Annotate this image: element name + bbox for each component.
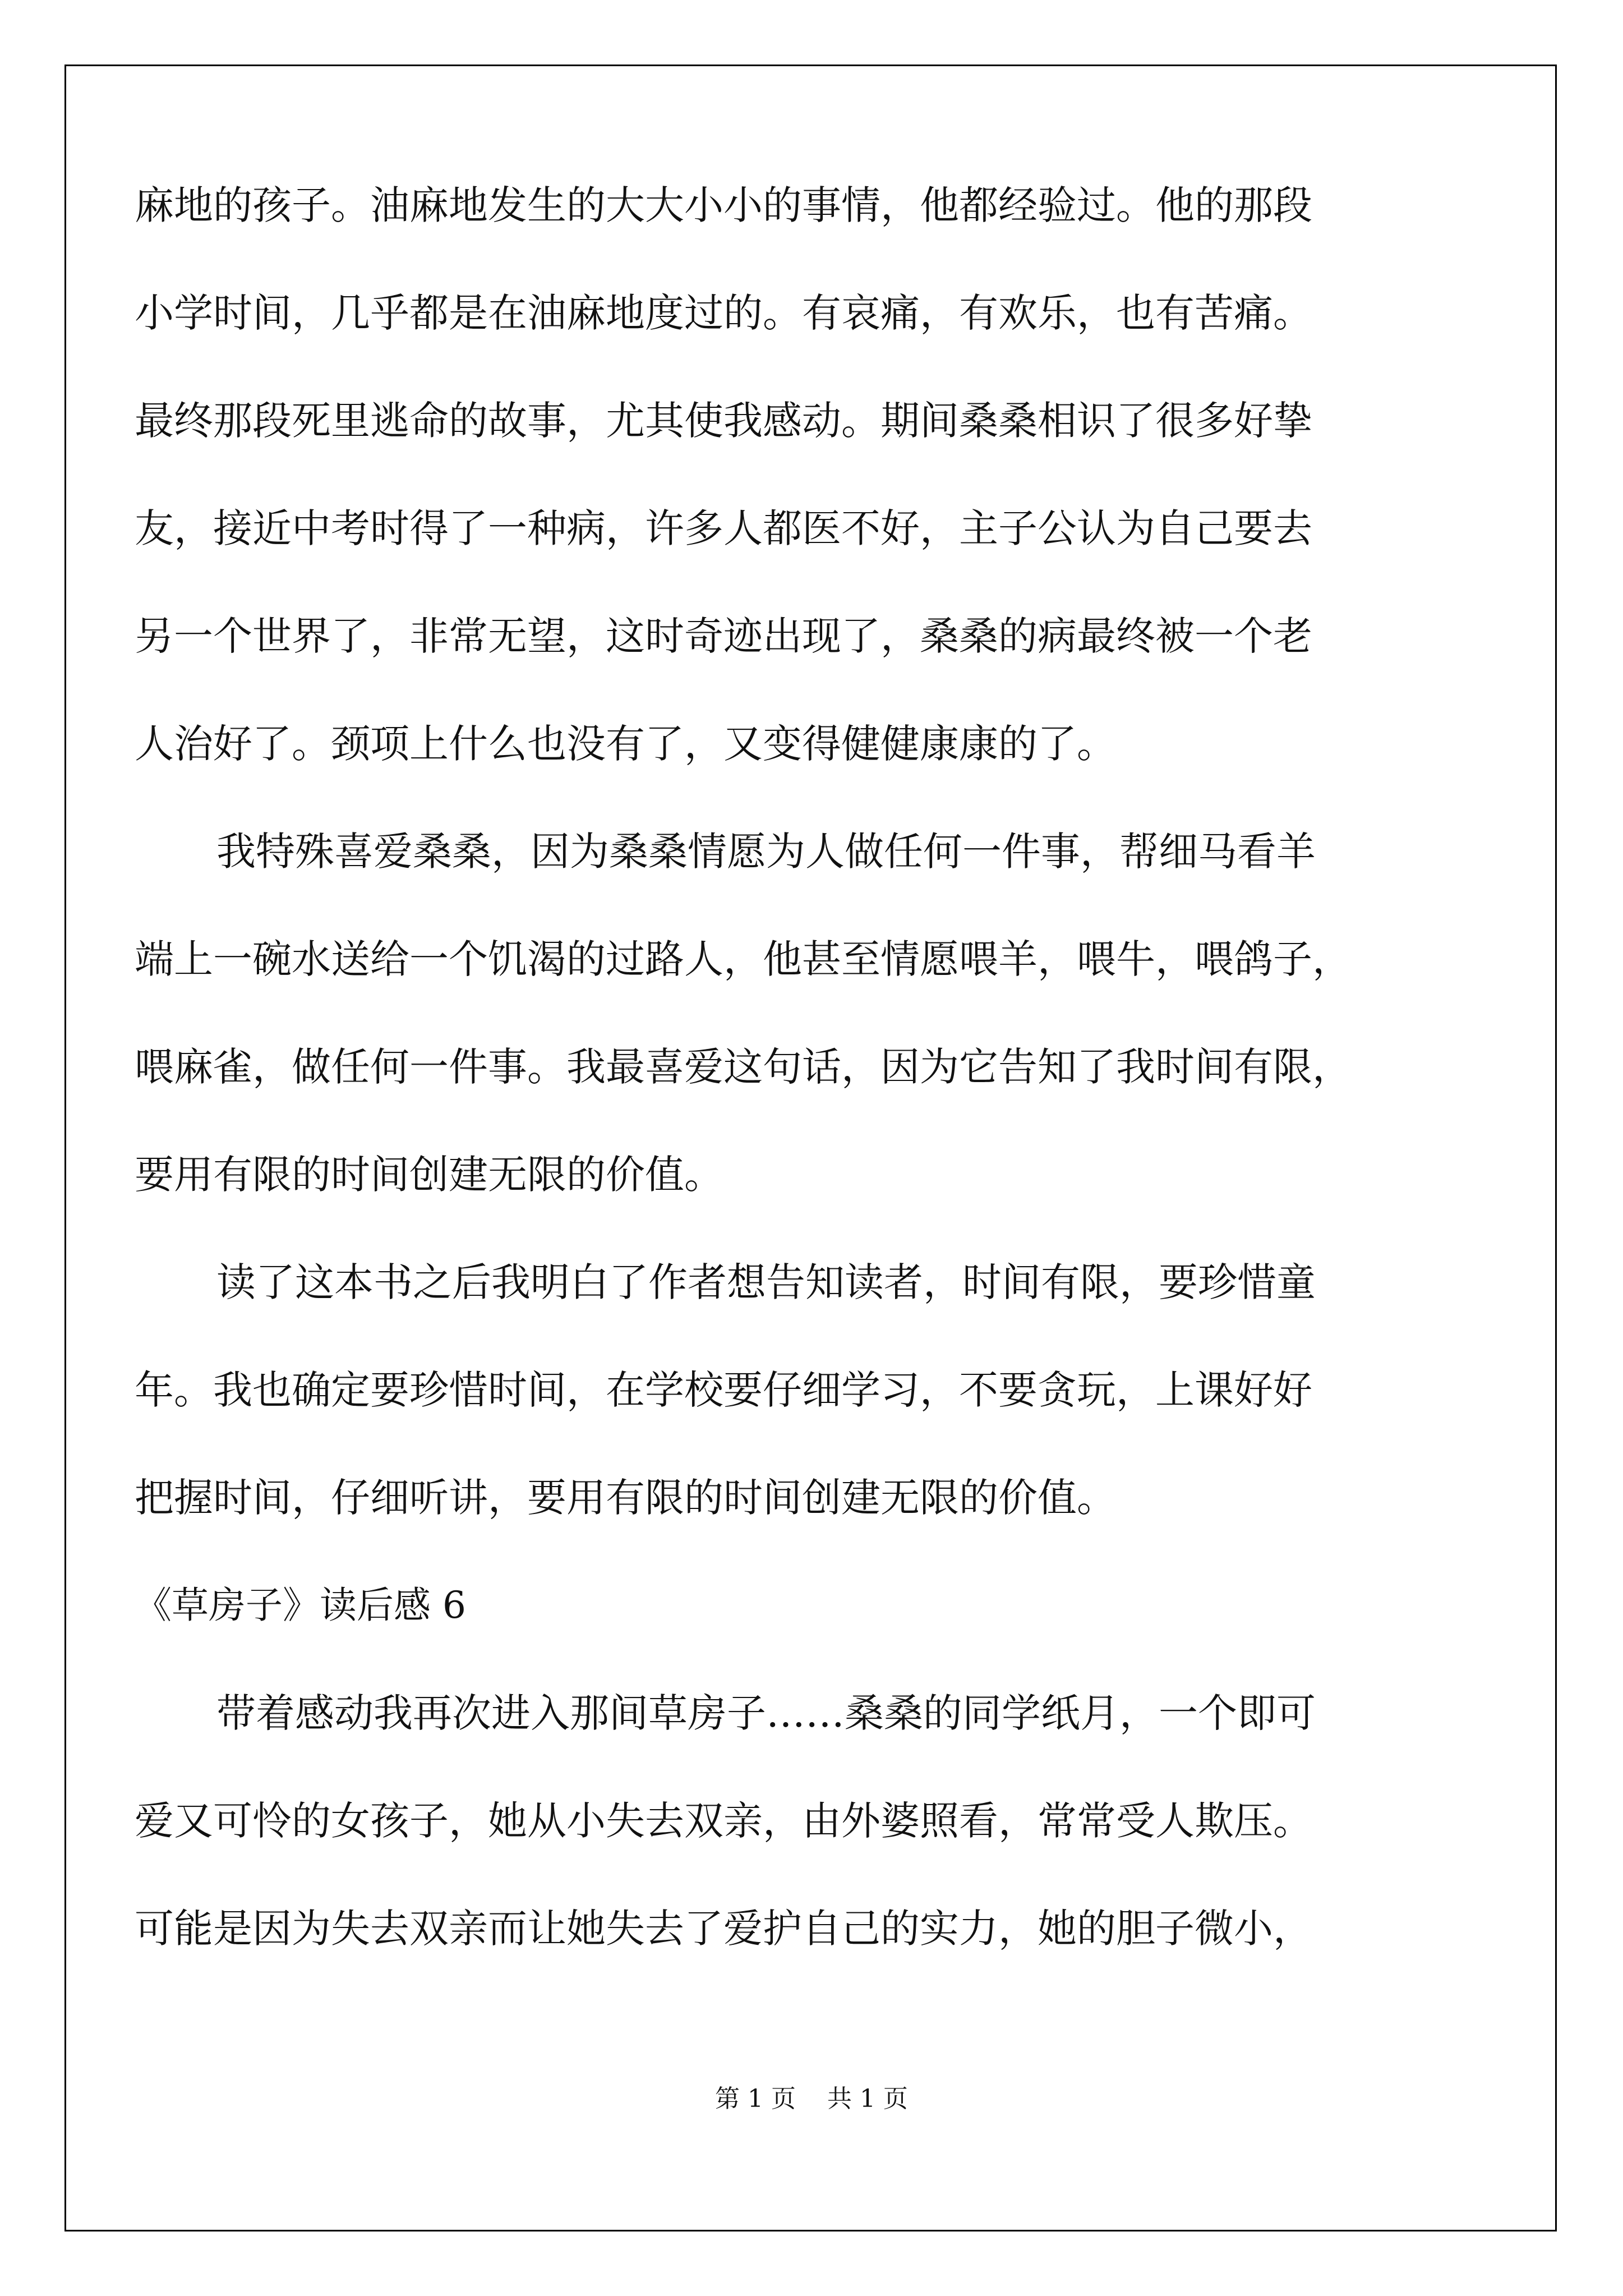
document-body — [135, 151, 1492, 1982]
text-line-2: 小学时间，几乎都是在油麻地度过的。有哀痛，有欢乐，也有苦痛。 — [135, 290, 1312, 336]
text-line-12: 年。我也确定要珍惜时间，在学校要仔细学习，不要贪玩，上课好好 — [135, 1367, 1312, 1413]
text-line-3: 最终那段死里逃命的故事，尤其使我感动。期间桑桑相识了很多好挚 — [135, 398, 1312, 444]
text-line-10: 要用有限的时间创建无限的价值。 — [135, 1152, 723, 1198]
text-line-16: 爱又可怜的女孩子，她从小失去双亲，由外婆照看，常常受人欺压。 — [135, 1798, 1312, 1844]
text-line-17: 可能是因为失去双亲而让她失去了爱护自己的实力，她的胆子微小， — [135, 1906, 1312, 1952]
text-line-7: 我特殊喜爱桑桑，因为桑桑情愿为人做任何一件事，帮细马看羊 — [216, 829, 1316, 875]
text-line-4: 友，接近中考时得了一种病，许多人都医不好，主子公认为自己要去 — [135, 505, 1312, 551]
section-heading: 《草房子》读后感 6 — [135, 1584, 466, 1627]
text-line-13: 把握时间，仔细听讲，要用有限的时间创建无限的价值。 — [135, 1475, 1116, 1521]
text-line-8: 端上一碗水送给一个饥渴的过路人，他甚至情愿喂羊，喂牛，喂鸽子， — [135, 936, 1352, 982]
text-line-1: 麻地的孩子。油麻地发生的大大小小的事情，他都经验过。他的那段 — [135, 182, 1312, 228]
text-line-11: 读了这本书之后我明白了作者想告知读者，时间有限，要珍惜童 — [216, 1259, 1316, 1305]
page-number-footer: 第 1 页 共 1 页 — [715, 2085, 908, 2113]
text-line-15: 带着感动我再次进入那间草房子……桑桑的同学纸月，一个即可 — [216, 1690, 1316, 1736]
text-line-5: 另一个世界了，非常无望，这时奇迹出现了，桑桑的病最终被一个老 — [135, 613, 1312, 659]
text-line-6: 人治好了。颈项上什么也没有了，又变得健健康康的了。 — [135, 721, 1116, 767]
text-line-9: 喂麻雀，做任何一件事。我最喜爱这句话，因为它告知了我时间有限， — [135, 1044, 1352, 1090]
